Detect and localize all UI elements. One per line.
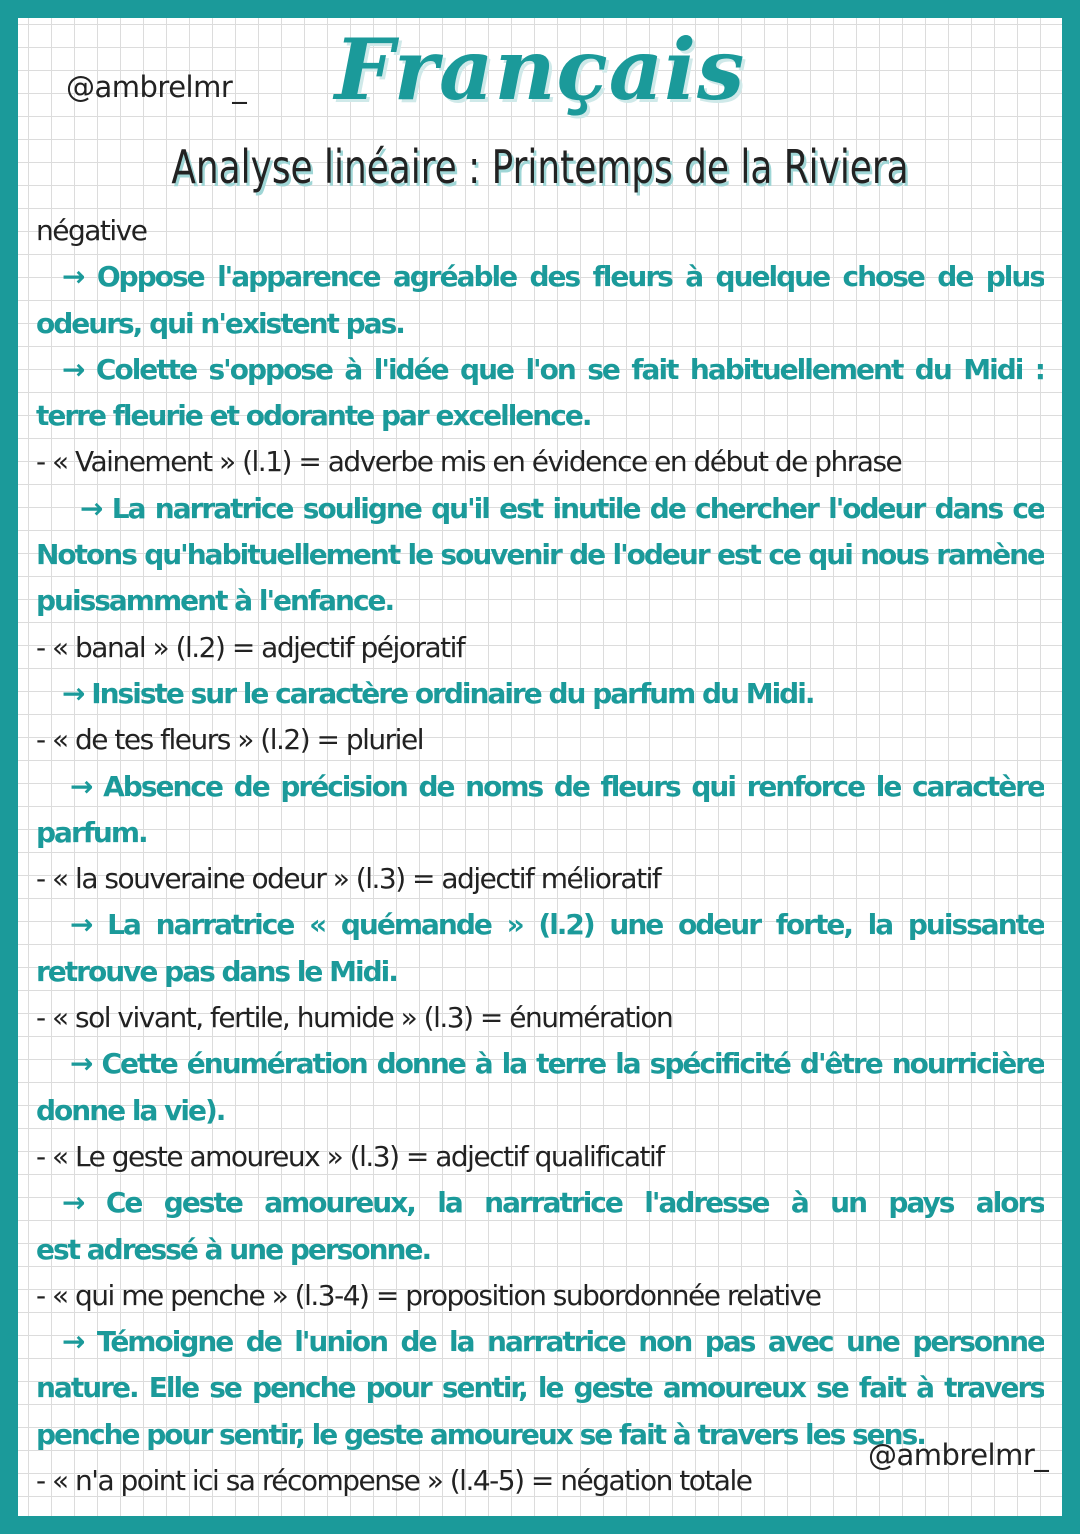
note-line: - « sol vivant, fertile, humide » (l.3) = énumération [36, 1001, 673, 1035]
note-line: - « de tes fleurs » (l.2) = pluriel [36, 723, 423, 757]
note-line: - « n'a point ici sa récompense » (l.4-5) = négation totale [36, 1464, 752, 1498]
note-line: odeurs, qui n'existent pas. [36, 306, 404, 340]
note-line: - « Le geste amoureux » (l.3) = adjectif qualificatif [36, 1139, 664, 1173]
note-line: retrouve pas dans le Midi. [36, 954, 397, 988]
note-line: → Ce geste amoureux, la narratrice l'adresse à un pays alors [62, 1186, 1044, 1220]
note-line: → Absence de précision de noms de fleurs qui renforce le caractère [70, 769, 1044, 803]
note-sheet [18, 18, 1062, 1516]
author-handle-bottom: @ambrelmr_ [868, 1438, 1049, 1472]
note-line: donne la vie). [36, 1093, 225, 1127]
note-line: - « Vainement » (l.1) = adverbe mis en évidence en début de phrase [36, 445, 902, 479]
note-line: → Cette énumération donne à la terre la spécificité d'être nourricière [70, 1047, 1044, 1081]
note-line: Notons qu'habituellement le souvenir de l'odeur est ce qui nous ramène [36, 538, 1044, 572]
note-line: - « qui me penche » (l.3-4) = proposition subordonnée relative [36, 1278, 821, 1312]
note-line: négative [36, 214, 147, 247]
note-line: nature. Elle se penche pour sentir, le geste amoureux se fait à travers [36, 1371, 1044, 1405]
note-line: → La narratrice « quémande » (l.2) une odeur forte, la puissante [70, 908, 1044, 942]
page-title: Français [334, 20, 746, 119]
note-line: terre fleurie et odorante par excellence. [36, 399, 591, 433]
note-line: → Insiste sur le caractère ordinaire du parfum du Midi. [62, 676, 814, 710]
note-line: → Témoigne de l'union de la narratrice non pas avec une personne [62, 1325, 1044, 1359]
note-line: penche pour sentir, le geste amoureux se fait à travers les sens. [36, 1417, 925, 1451]
note-line: parfum. [36, 815, 147, 849]
note-line: est adressé à une personne. [36, 1232, 431, 1266]
author-handle-top: @ambrelmr_ [66, 70, 247, 104]
note-line: → La narratrice souligne qu'il est inutile de chercher l'odeur dans ce [80, 491, 1044, 525]
note-line: - « la souveraine odeur » (l.3) = adjectif mélioratif [36, 862, 661, 896]
page-subtitle: Analyse linéaire : Printemps de la Riviera [171, 140, 909, 194]
note-line: → Colette s'oppose à l'idée que l'on se fait habituellement du Midi : [62, 352, 1044, 386]
note-line: - « banal » (l.2) = adjectif péjoratif [36, 630, 465, 664]
note-line: → Oppose l'apparence agréable des fleurs à quelque chose de plus [62, 260, 1044, 294]
notes-body [36, 208, 1044, 1504]
note-line: puissamment à l'enfance. [36, 584, 394, 618]
